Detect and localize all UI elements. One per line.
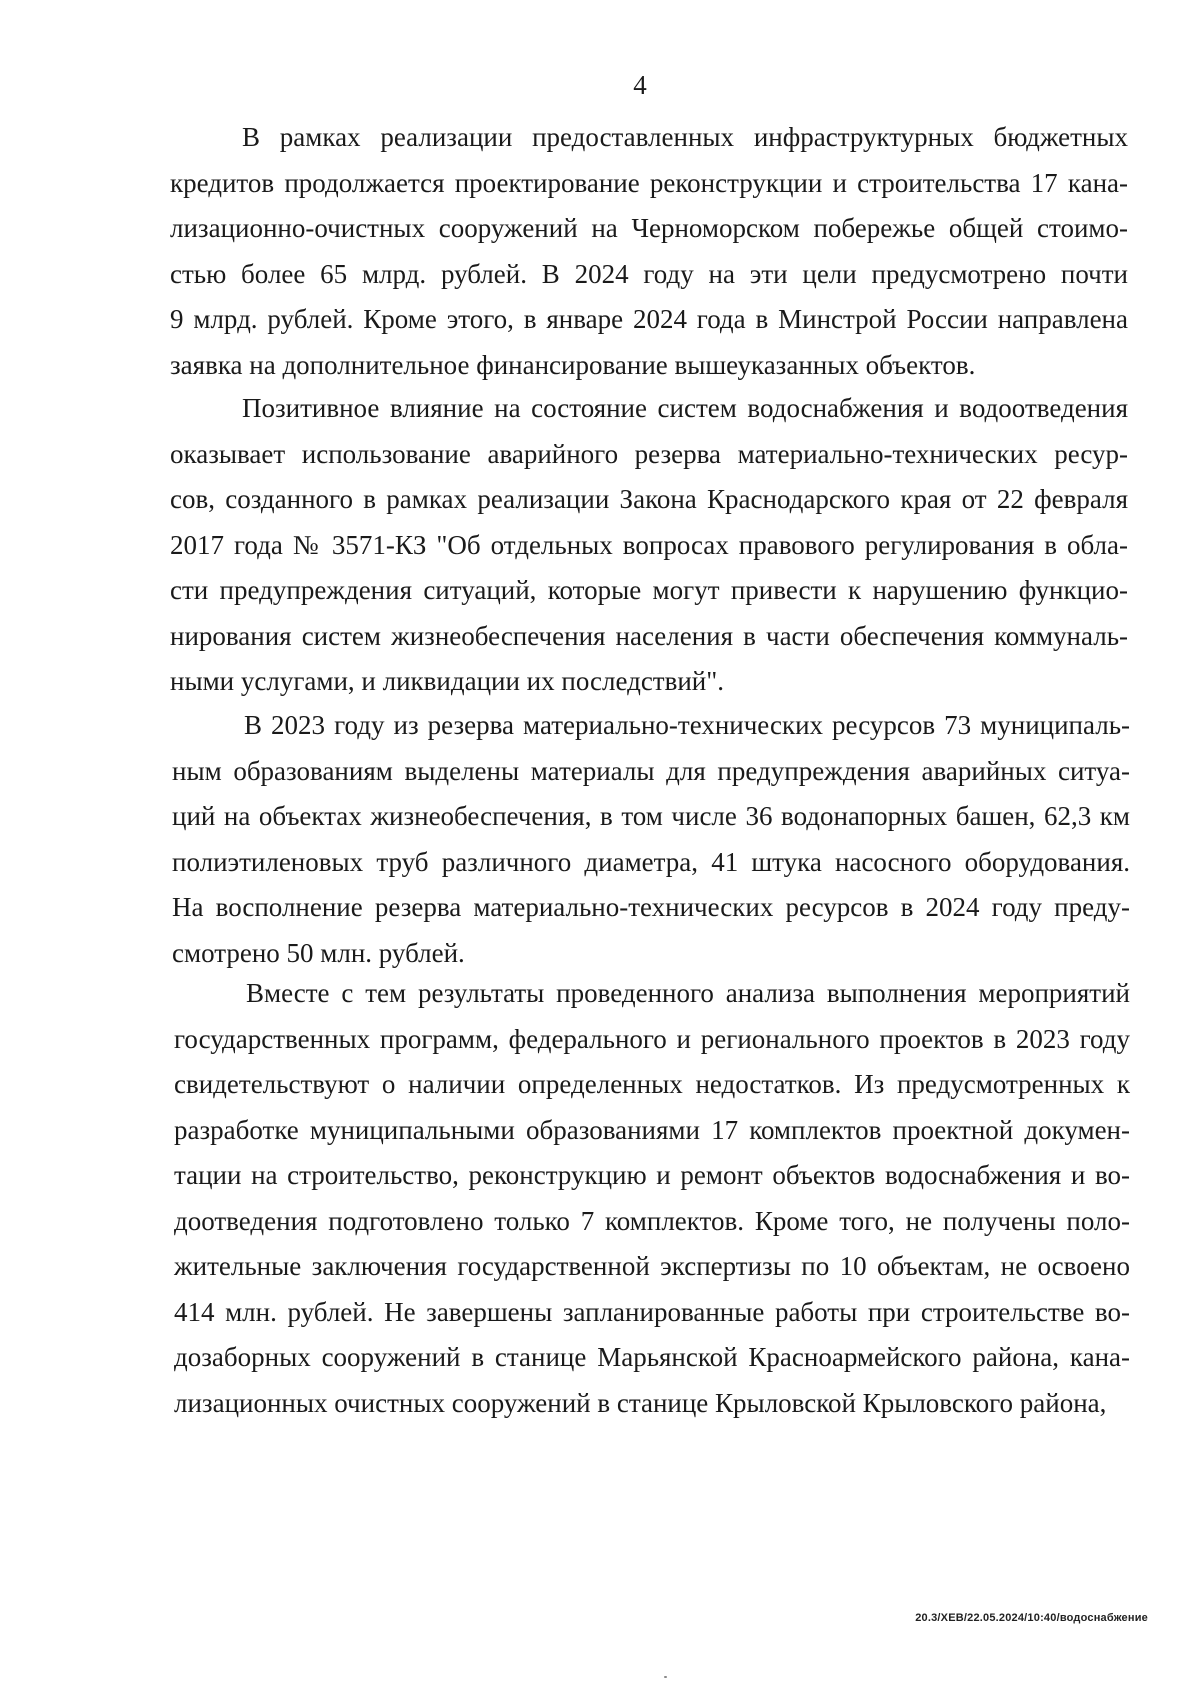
paragraph-line: сти предупреждения ситуаций, которые могут привести к нарушению функцио- — [170, 575, 1128, 605]
paragraph-line: На восполнение резерва материально-технических ресурсов в 2024 году преду- — [172, 892, 1130, 922]
paragraph-line: сов, созданного в рамках реализации Закона Краснодарского края от 22 февраля — [170, 484, 1128, 514]
paragraph-line: ций на объектах жизнеобеспечения, в том числе 36 водонапорных башен, 62,3 км — [172, 801, 1130, 831]
paragraph-line: Позитивное влияние на состояние систем водоснабжения и водоотведения — [242, 393, 1128, 423]
paragraph-line: 9 млрд. рублей. Кроме этого, в январе 2024 года в Минстрой России направлена — [170, 304, 1128, 334]
paragraph-line: ным образованиям выделены материалы для предупреждения аварийных ситуа- — [172, 755, 1130, 786]
paragraph-line: жительные заключения государственной экспертизы по 10 объектам, не освоено — [174, 1251, 1130, 1281]
paragraph-emergency-reserve — [170, 386, 1128, 705]
paragraph-line: дозаборных сооружений в станице Марьянской Красноармейского района, кана- — [174, 1342, 1130, 1372]
scan-speck — [664, 1676, 667, 1678]
paragraph-line: Вместе с тем результаты проведенного анализа выполнения мероприятий — [246, 978, 1130, 1008]
paragraph-line: разработке муниципальными образованиями 17 комплектов проектной докумен- — [174, 1114, 1130, 1145]
paragraph-line: оказывает использование аварийного резерва материально-технических ресур- — [170, 438, 1128, 469]
paragraph-line: стью более 65 млрд. рублей. В 2024 году на эти цели предусмотрено почти — [170, 258, 1128, 289]
paragraph-line: лизационных очистных сооружений в станице Крыловской Крыловского района, — [174, 1387, 1107, 1418]
paragraph-line: тации на строительство, реконструкцию и ремонт объектов водоснабжения и во- — [174, 1160, 1130, 1190]
paragraph-line: 414 млн. рублей. Не завершены запланированные работы при строительстве во- — [174, 1296, 1130, 1327]
paragraph-line: полиэтиленовых труб различного диаметра, 41 штука насосного оборудования. — [172, 846, 1130, 877]
paragraph-line: кредитов продолжается проектирование реконструкции и строительства 17 кана- — [170, 167, 1128, 198]
paragraph-line: 2017 года № 3571-КЗ "Об отдельных вопросах правового регулирования в обла- — [170, 529, 1128, 560]
paragraph-line: смотрено 50 млн. рублей. — [172, 937, 465, 968]
paragraph-line: государственных программ, федерального и регионального проектов в 2023 году — [174, 1023, 1130, 1054]
paragraph-line: В рамках реализации предоставленных инфраструктурных бюджетных — [242, 122, 1128, 152]
paragraph-infrastructure-credits — [170, 115, 1128, 388]
paragraph-line: заявка на дополнительное финансирование вышеуказанных объектов. — [170, 349, 976, 380]
paragraph-line: В 2023 году из резерва материально-технических ресурсов 73 муниципаль- — [244, 710, 1130, 740]
document-footer-code: 20.3/XEB/22.05.2024/10:40/водоснабжение — [915, 1612, 1148, 1624]
paragraph-line: свидетельствуют о наличии определенных недостатков. Из предусмотренных к — [174, 1069, 1130, 1099]
page-number: 4 — [633, 70, 647, 100]
paragraph-line: нирования систем жизнеобеспечения населения в части обеспечения коммуналь- — [170, 620, 1128, 651]
paragraph-line: доотведения подготовлено только 7 комплектов. Кроме того, не получены поло- — [174, 1205, 1130, 1236]
paragraph-shortcomings — [174, 971, 1130, 1426]
paragraph-line: лизационно-очистных сооружений на Черноморском побережье общей стоимо- — [170, 213, 1128, 243]
paragraph-line: ными услугами, и ликвидации их последствий". — [170, 666, 725, 696]
paragraph-reserve-materials-2023 — [172, 703, 1130, 976]
